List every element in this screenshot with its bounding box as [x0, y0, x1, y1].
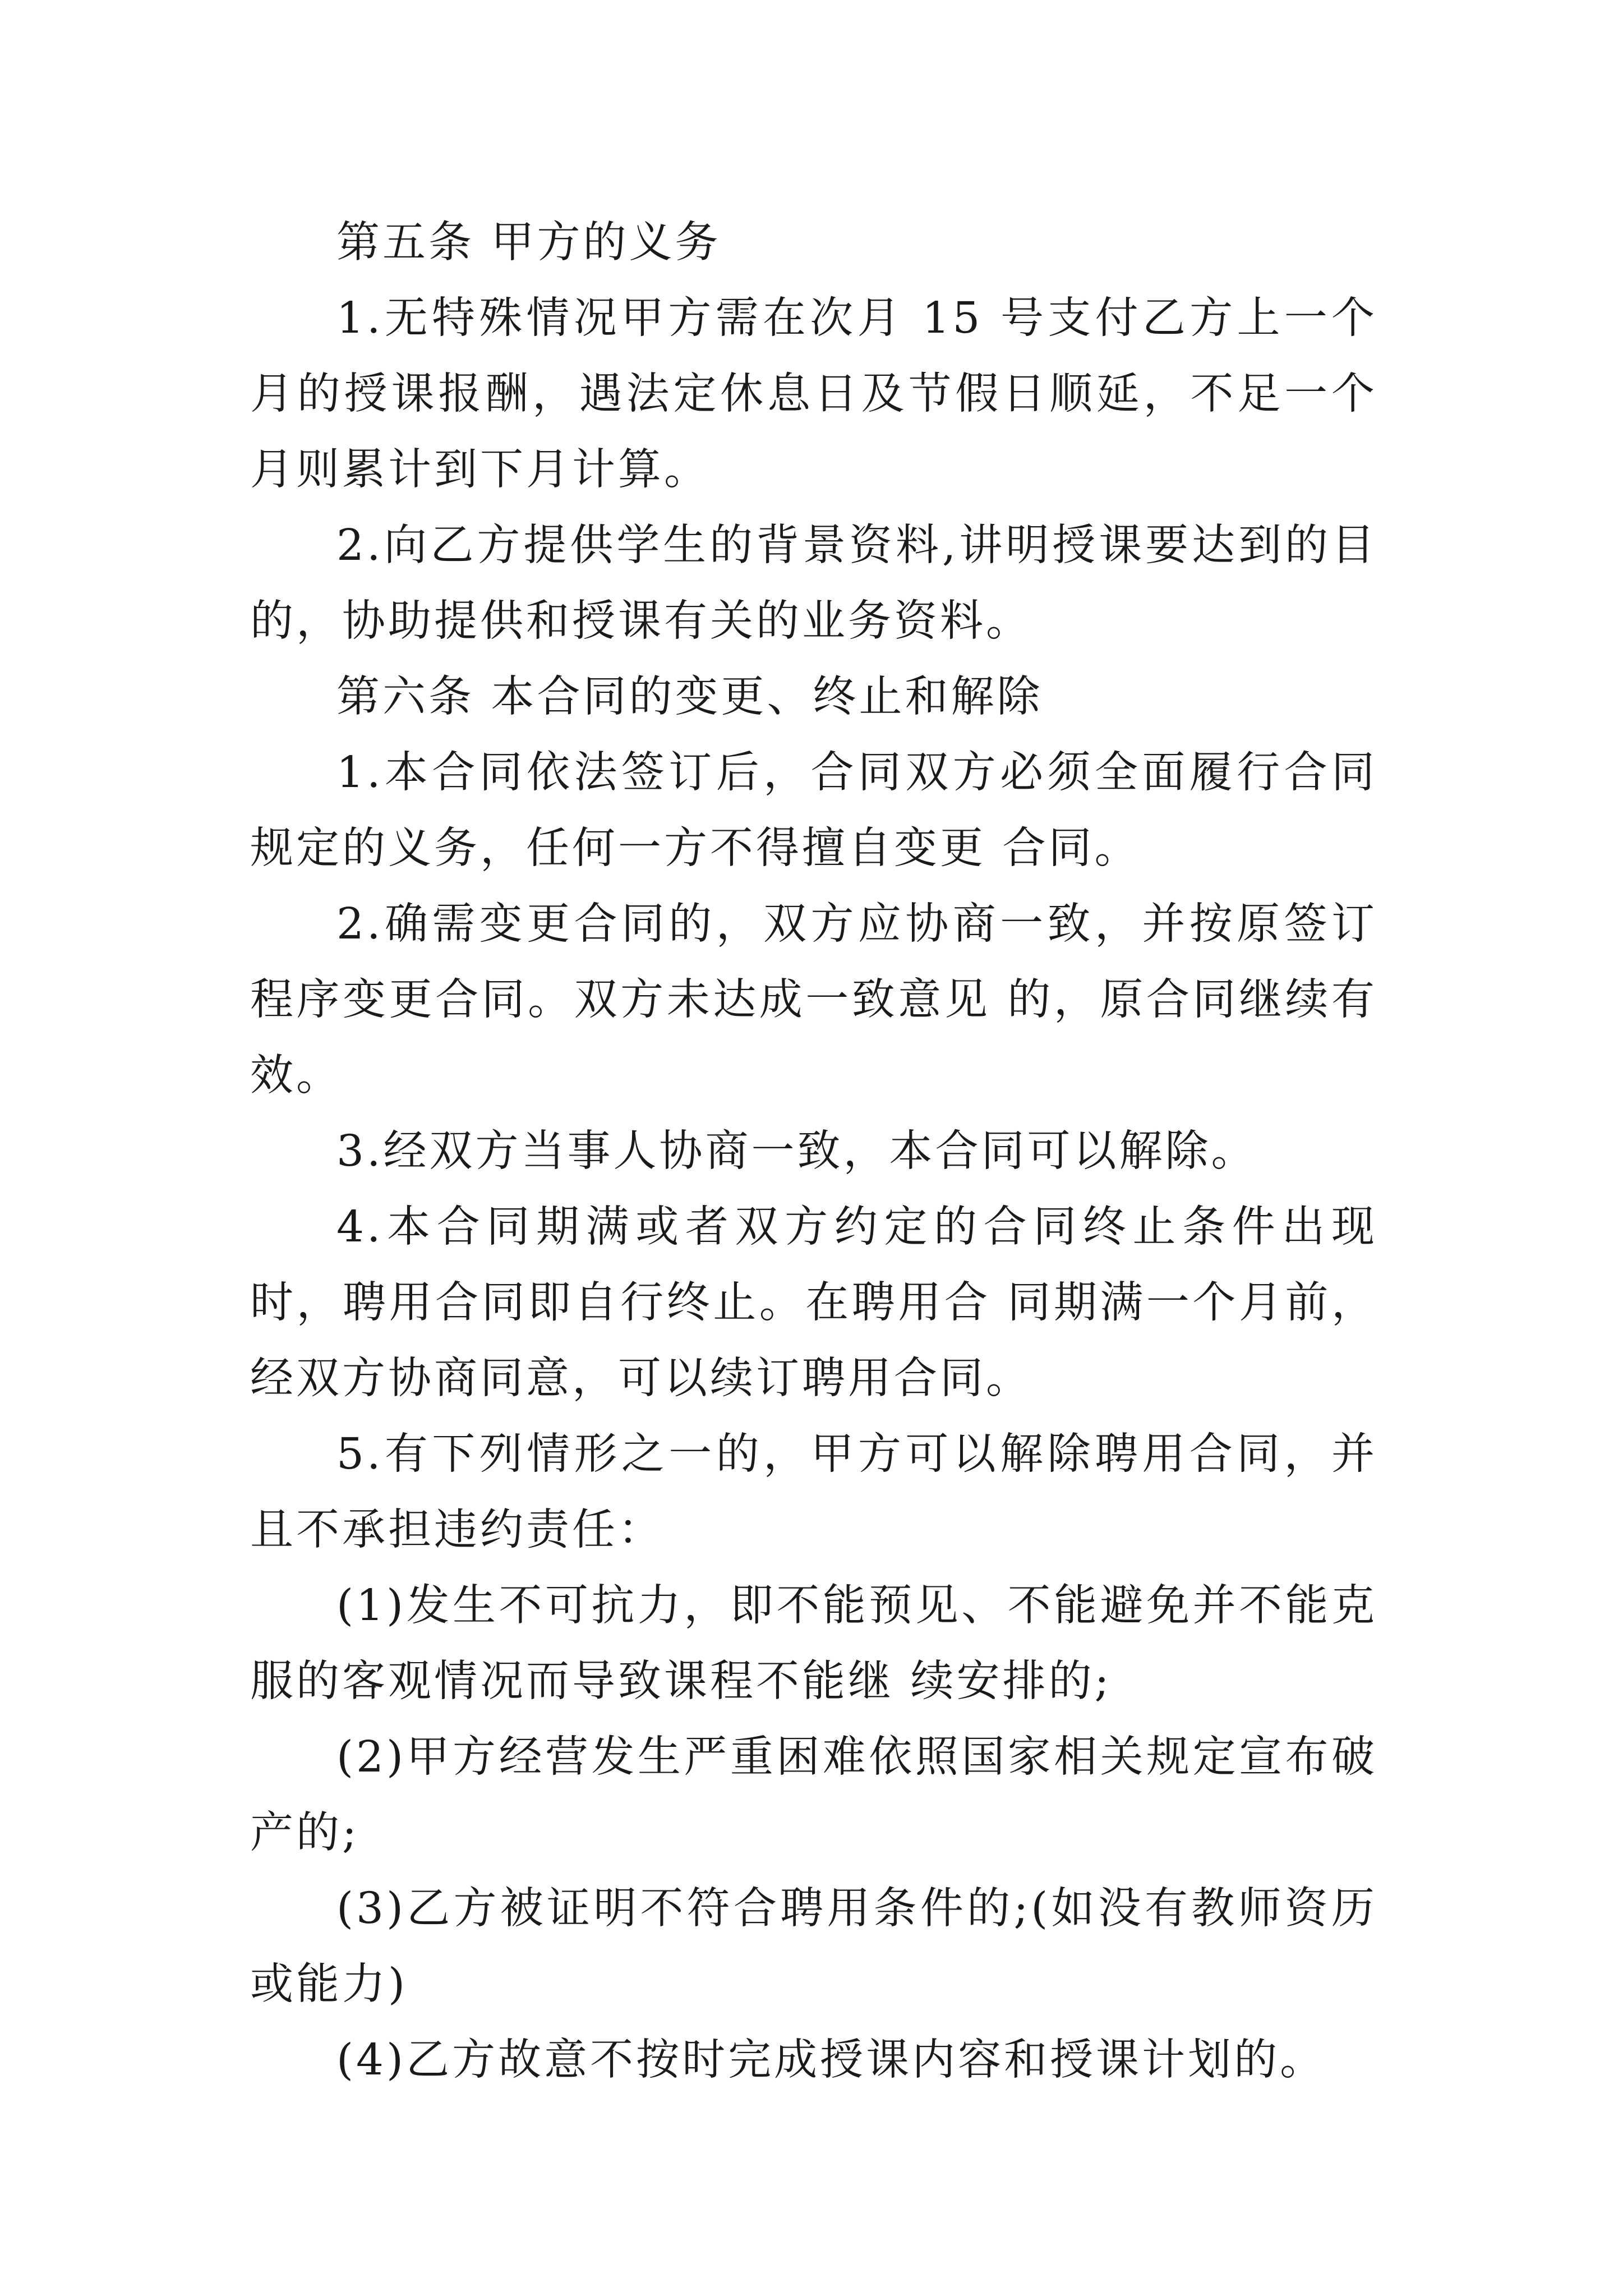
clause-6-1: 1.本合同依法签订后，合同双方必须全面履行合同规定的义务，任何一方不得擅自变更 合同。 — [250, 748, 1377, 873]
clause-6-2: 2.确需变更合同的，双方应协商一致，并按原签订程序变更合同。双方未达成一致意见 的，原合同继续有效。 — [250, 899, 1377, 1101]
clause-5-1: 1.无特殊情况甲方需在次月 15 号支付乙方上一个月的授课报酬，遇法定休息日及节假日顺延，不足一个月则累计到下月计算。 — [250, 293, 1377, 495]
document-body — [250, 205, 1377, 2098]
section-heading-6: 第六条 本合同的变更、终止和解除 — [336, 672, 1043, 722]
sub-clause-2: (2)甲方经营发生严重困难依照国家相关规定宣布破产的; — [250, 1732, 1377, 1858]
clause-6-3: 3.经双方当事人协商一致，本合同可以解除。 — [336, 1126, 1257, 1176]
sub-clause-3: (3)乙方被证明不符合聘用条件的;(如没有教师资历或能力) — [250, 1884, 1377, 2009]
sub-clause-4: (4)乙方故意不按时完成授课内容和授课计划的。 — [336, 2035, 1326, 2085]
clause-6-4: 4.本合同期满或者双方约定的合同终止条件出现时，聘用合同即自行终止。在聘用合 同期满一个月前，经双方协商同意，可以续订聘用合同。 — [250, 1202, 1377, 1404]
section-heading-5: 第五条 甲方的义务 — [336, 218, 721, 268]
sub-clause-1: (1)发生不可抗力，即不能预见、不能避免并不能克服的客观情况而导致课程不能继 续安排的; — [250, 1581, 1377, 1706]
clause-5-2: 2.向乙方提供学生的背景资料,讲明授课要达到的目的，协助提供和授课有关的业务资料。 — [250, 521, 1377, 646]
clause-6-5: 5.有下列情形之一的，甲方可以解除聘用合同，并且不承担违约责任： — [250, 1429, 1377, 1555]
